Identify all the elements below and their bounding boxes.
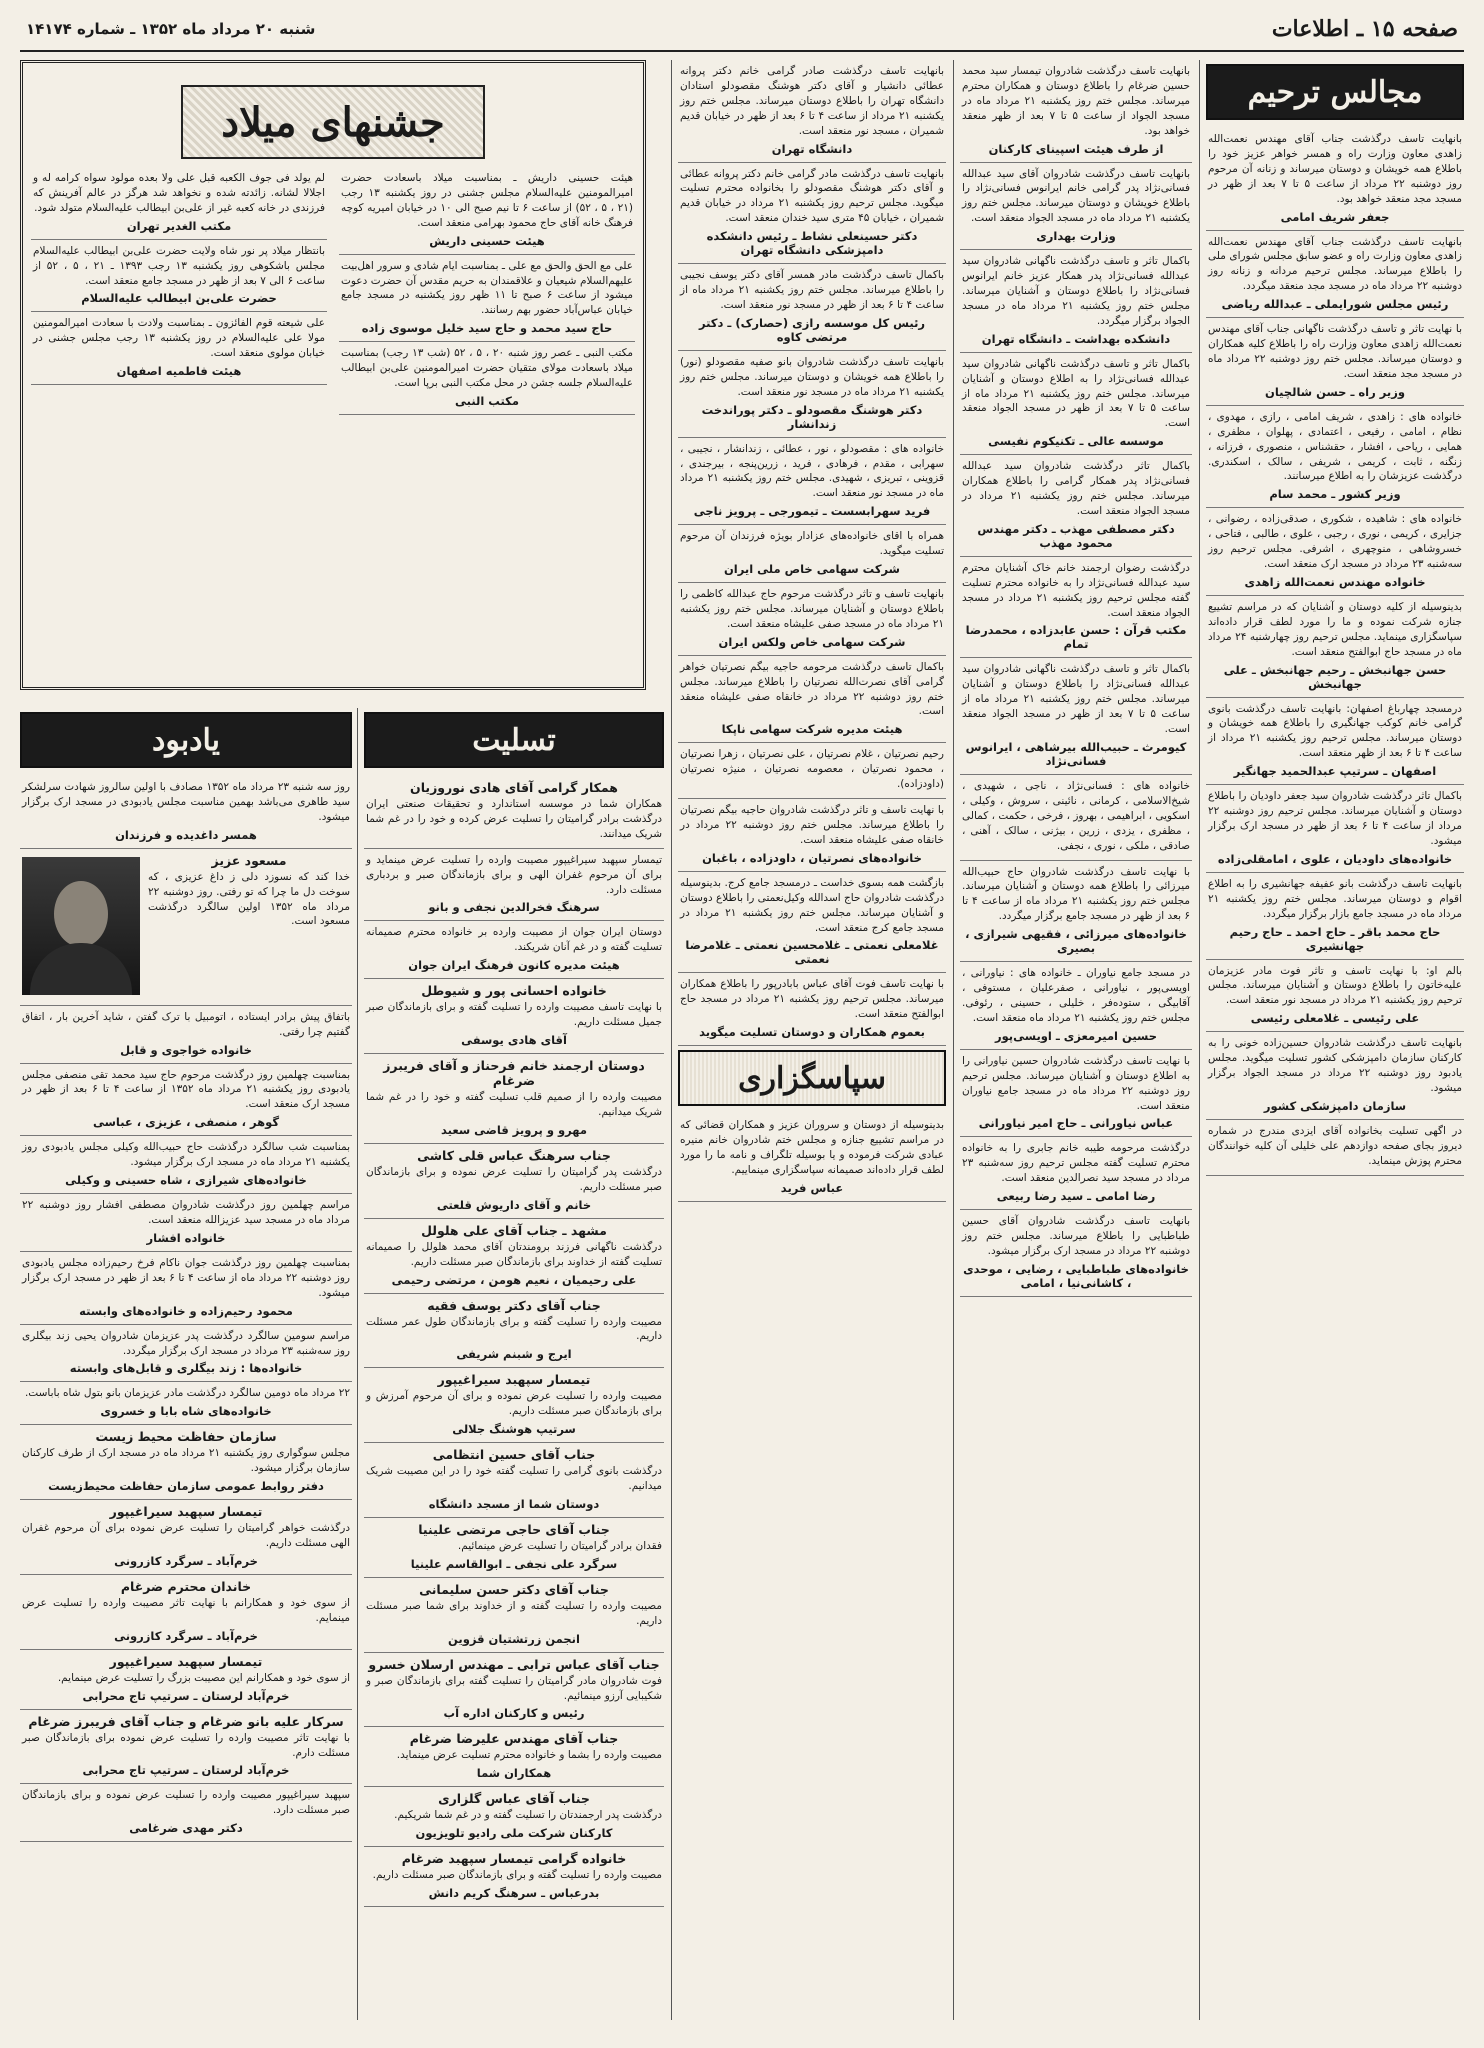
notice-text: بانهایت تاسف درگذشت شادروان حسین‌زاده خونی را به کارکنان سازمان دامپزشکی کشور تسلیت میگوید. مجلس یادبود روز دوشنبه ۲۲ مرداد در مسجد الجواد برگزار میشود. [1208, 1037, 1462, 1094]
notice-text: با نهایت تاسف مصیبت وارده را تسلیت گفته و برای بازماندگان صبر جمیل مسئلت داریم. [366, 1001, 662, 1029]
condolence-notices [364, 776, 664, 1907]
notice-text: مجلس سوگواری روز یکشنبه ۲۱ مرداد ماه در مسجد ارک از طرف کارکنان سازمان برگزار میشود. [22, 1447, 351, 1475]
notice-item [20, 1064, 352, 1137]
notice-item [20, 776, 352, 849]
notice-item [960, 861, 1192, 963]
notice-item [364, 921, 664, 979]
notice-item [20, 1575, 352, 1650]
notice-text: بانهایت تاسف درگذشت صادر گرامی خانم دکتر پروانه عطائی دانشیار و آقای دکتر هوشنگ مقصودلو استادان دانشگاه تهران را باطلاع دوستان میرساند. مجلس ختم روز یکشنبه ۲۱ مرداد از ساعت ۴ تا ۶ بعد از ظهر در خیابان قدیم شمیران ، مسجد نور منعقد است. [680, 65, 944, 137]
notice-item [678, 1114, 946, 1202]
notice-item [960, 1137, 1192, 1210]
notice-item [678, 351, 946, 438]
mourning-banner: مجالس ترحیم [1206, 64, 1464, 120]
notice-text: هیئت حسینی داریش ـ بمناسبت میلاد باسعادت حضرت امیرالمومنین علیه‌السلام مجلس جشنی در روز یکشنبه ۱۳ رجب (۲۱ ، ۵ ، ۵۲) از ساعت ۶ تا نیم صبح الی ۱۰ در خیابان امیریه کوچه فرهنگ خانه آقای حاج محمود بهرامی منعقد است. [341, 172, 633, 229]
notice-item [960, 163, 1192, 251]
notice-item [364, 1368, 664, 1443]
notice-item [678, 973, 946, 1046]
notice-signature: خانواده‌های نصرتیان ، داودزاده ، باغبان [702, 850, 922, 865]
notice-text: بانتظار میلاد پر نور شاه ولایت حضرت علی‌بن ابیطالب علیه‌السلام مجلس باشکوهی روز یکشنبه ۱۳ رجب ۱۳۹۳ ـ ۲۱ ، ۵ ، ۵۲ از ساعت ۶ الی ۷ بعد از ظهر در مسجد جامع منعقد است. [33, 244, 325, 287]
notice-heading: سرکار علیه بانو ضرغام و جناب آقای فریبرز ضرغام [28, 1713, 344, 1729]
notice-signature: مهرو و پرویز قاضی سعید [440, 1122, 587, 1137]
notice-text: بانهایت تاسف درگذشت بانو عفیفه جهانشیری را به اطلاع اقوام و دوستان میرساند. مجلس ختم روز یکشنبه ۲۱ مرداد ماه در مسجد جامع بازار برگزار میگردد. [1208, 877, 1462, 920]
notice-text: درگذشت خواهر گرامیتان را تسلیت عرض نموده برای آن مرحوم غفران الهی مسئلت داریم. [22, 1522, 350, 1550]
notice-signature: سازمان دامپزشکی کشور [1263, 1098, 1407, 1113]
notice-text: بانهایت تاسف درگذشت جناب آقای مهندس نعمت‌الله زاهدی معاون وزارت راه و همسر خواهر عزیز خود را باطلاع همه خویشان و دوستان میرساند و زنانه آن مرحوم روز دوشنبه ۲۲ مرداد از ساعت ۵ تا ۷ بعد از ظهر در مسجد مجد منعقد خواهد بود. [1208, 133, 1462, 205]
notice-text: بدینوسیله از کلیه دوستان و آشنایان که در مراسم تشییع جنازه شرکت نموده و ما را مورد لطف قرار داده‌اند سپاسگزاری مینماید. مجلس ترحیم روز چهارشنبه ۲۴ مرداد ماه در مسجد حاج ابوالفتح منعقد است. [1208, 600, 1462, 658]
notice-signature: دکتر هوشنگ مقصودلو ـ دکتر پوراندخت زندانشار [701, 402, 923, 431]
condolence-column [357, 708, 664, 2020]
notice-text: مکتب النبی ـ عصر روز شنبه ۲۰ ، ۵ ، ۵۲ (شب ۱۳ رجب) بمناسبت میلاد باسعادت مولای متقیان حضرت امیرالمومنین علی‌بن ابیطالب علیه‌السلام جلسه جشن در محل مکتب النبی برپا است. [341, 347, 633, 390]
notice-item [1206, 128, 1464, 231]
notice-item [1206, 1120, 1464, 1176]
mourning-column-right [1199, 60, 1464, 2020]
notice-signature: علی رئیسی ـ غلامعلی رئیسی [1250, 1011, 1420, 1026]
notice-text: باکمال تاثر و تاسف درگذشت ناگهانی شادروان سید عبدالله فسانی‌نژاد را باطلاع دوستان و آشنایان میرساند. مجلس ختم روز یکشنبه ۲۱ مرداد ماه از ساعت ۵ تا ۷ بعد از ظهر در مسجد الجواد منعقد است. [962, 663, 1190, 736]
notice-signature: هیئت مدیره شرکت سهامی ناپکا [721, 722, 903, 737]
notice-heading: همکار گرامی آقای هادی نوروزیان [410, 780, 618, 795]
notice-heading: دوستان ارجمند خانم فرحناز و آقای فریبرز ضرغام [383, 1058, 645, 1089]
notice-signature: دوستان شما از مسجد دانشگاه [428, 1496, 600, 1511]
notice-text: بانهایت تاسف درگذشت جناب آقای مهندس نعمت‌الله زاهدی معاون وزارت راه و عضو سابق مجلس شورای ملی را باطلاع میرساند. مجلس ترحیم مردانه و زنانه روز دوشنبه ۲۲ مرداد ماه در مسجد مجد منعقد میگردد. [1208, 235, 1462, 293]
notice-item [960, 250, 1192, 353]
notice-text: بانهایت تاسف درگذشت شادروان تیمسار سید محمد حسین ضرغام را باطلاع دوستان و همکاران محترم میرساند. مجلس ختم روز یکشنبه ۲۱ مرداد ماه در مسجد الجواد از ساعت ۵ تا ۷ بعد از ظهر منعقد خواهد بود. [962, 65, 1191, 137]
notice-signature: رئیس کل موسسه رازی (حصارک) ـ دکتر مرتضی کاوه [698, 315, 926, 344]
notice-text: باکمال تاسف درگذشت مادر همسر آقای دکتر یوسف نجیبی را باطلاع میرساند. مجلس ختم روز یکشنبه ۲۱ مرداد ماه از ساعت ۴ تا ۶ بعد از ظهر در مسجد نور منعقد است. [680, 269, 944, 311]
notice-text: با نهایت تاثر مصیبت وارده را تسلیت عرض نموده برای بازماندگان صبر مسئلت دارم. [22, 1731, 350, 1759]
gratitude-banner: سپاسگزاری [678, 1050, 946, 1106]
notice-item [1206, 960, 1464, 1033]
notice-heading: مشهد ـ جناب آقای علی هلولل [421, 1222, 607, 1238]
notice-heading: جناب سرهنگ عباس قلی کاشی [417, 1147, 611, 1163]
notice-heading: جناب آقای دکتر یوسف فقیه [427, 1297, 601, 1313]
notice-item [960, 353, 1192, 456]
notice-heading: خانواده گرامی تیمسار سپهبد ضرغام [401, 1851, 627, 1867]
notice-text: بانهایت تاسف و تاثر درگذشت مرحوم حاج عبدالله کاظمی را باطلاع دوستان و آشنایان میرساند. مجلس ختم روز یکشنبه ۲۱ مرداد ماه در مسجد صفی علیشاه منعقد است. [680, 588, 944, 630]
col1-notices [1206, 128, 1464, 1176]
notice-heading: خاندان محترم ضرغام [120, 1578, 252, 1594]
notice-text: بانهایت تاسف درگذشت شادروان بانو صفیه مقصودلو (نور) را باطلاع همه خویشان و دوستان میرساند. مجلس ختم روز یکشنبه ۲۱ مرداد ماه در مسجد نور منعقد است. [680, 355, 944, 398]
notice-item [364, 1144, 664, 1219]
notice-signature: جعفر شریف امامی [1280, 209, 1390, 224]
notice-text: علی مع الحق والحق مع علی ـ بمناسبت ایام شادی و سرور اهل‌بیت علیهم‌السلام شیعیان و علاقمندان به حریم مقدس آن حضرت دعوت میشود از ساعت ۶ صبح تا ۱۱ ظهر روز یکشنبه در مسجد جامع خیابان عباس‌آباد حضور بهم رسانند. [341, 259, 634, 317]
notice-signature: سرگرد علی نجفی ـ ابوالقاسم علینیا [410, 1556, 618, 1571]
notice-item [1206, 318, 1464, 406]
notice-signature: هیئت مدیره کانون فرهنگ ایران جوان [408, 958, 620, 973]
notice-signature: علی رحیمیان ، نعیم هومن ، مرتضی رحیمی [391, 1272, 637, 1287]
notice-text: بمناسبت چهلمین روز درگذشت مرحوم حاج سید محمد تقی منصفی مجلس یادبودی روز یکشنبه ۲۱ مرداد ماه ۱۳۵۲ از ساعت ۴ تا ۶ بعد از ظهر در مسجد ارک منعقد است. [22, 1068, 350, 1111]
notice-item [364, 1653, 664, 1728]
notice-text: مصیبت وارده را بشما و خانواده محترم تسلیت عرض مینماید. [396, 1749, 662, 1762]
notice-item [1206, 698, 1464, 786]
mourning-column-middle [953, 60, 1192, 2020]
notice-item [20, 1650, 352, 1710]
notice-heading: سازمان حفاظت محیط زیست [95, 1429, 277, 1445]
notice-text: روز سه شنبه ۲۳ مرداد ماه ۱۳۵۲ مصادف با اولین سالروز شهادت سرلشکر سید طاهری می‌باشد بهمین مناسبت مجلس یادبودی در مسجد ارک برگزار میشود. [22, 781, 350, 823]
notice-signature: وزیر کشور ـ محمد سام [1269, 487, 1401, 502]
notice-text: خدا کند که نسوزد دلی ز داغ عزیزی ، که سوخت دل ما چرا که تو رفتی. روز دوشنبه ۲۲ مرداد ماه ۱۳۵۲ اولین سالگرد درگذشت مسعود است. [148, 870, 350, 928]
notice-text: باکمال تاثر و تاسف درگذشت ناگهانی شادروان سید عبدالله فسانی‌نژاد پدر همکار عزیز خانم ایرانوس فسانی‌نژاد را باطلاع دوستان و آشنایان میرساند. مجلس ختم روز یکشنبه ۲۱ مرداد ماه در مسجد الجواد برگزار میگردد. [962, 255, 1191, 327]
notice-text: بدینوسیله از دوستان و سروران عزیز و همکاران قضائی که در مراسم تشییع جنازه و مجلس ختم شادروان خانم منیره عبادی شرکت فرموده و یا بوسیله تلگراف و نامه ما را مورد لطف قرار داده‌اند صمیمانه سپاسگزاری مینماییم. [680, 1119, 944, 1176]
notice-text: مراسم سومین سالگرد درگذشت پدر عزیزمان شادروان یحیی زند بیگلری روز سه‌شنبه ۲۳ مرداد در مسجد ارک برگزار میگردد. [22, 1329, 350, 1357]
memorial-column [20, 708, 352, 2020]
notice-signature: رئیس و کارکنان اداره آب [443, 1706, 585, 1721]
notice-signature: محمود رحیم‌زاده و خانواده‌های وابسته [79, 1303, 293, 1318]
notice-signature: حاج محمد باقر ـ حاج احمد ـ حاج رحیم جهانشیری [1229, 924, 1441, 953]
notice-item [20, 849, 352, 1006]
gratitude-notices [678, 1114, 946, 1202]
memorial-notices [20, 776, 352, 1842]
notice-signature: خانواده مهندس نعمت‌الله زاهدی [1244, 574, 1426, 589]
date-issue: شنبه ۲۰ مرداد ماه ۱۳۵۲ ـ شماره ۱۴۱۷۴ [26, 20, 316, 38]
notice-item [678, 799, 946, 872]
notice-text: بانهایت تاسف درگذشت شادروان آقای سید عبدالله فسانی‌نژاد پدر گرامی خانم ایرانوس فسانی‌نژاد را باطلاع خویشان و دوستان میرساند. مجلس ختم روز یکشنبه ۲۱ مرداد ماه در مسجد الجواد منعقد است. [962, 167, 1190, 225]
notice-item [678, 60, 946, 163]
notice-text: باتفاق پیش برادر ایستاده ، اتومبیل با ترک گفتن ، شاید آخرین بار ، اتفاق گفتیم چرا رفتی. [22, 1010, 350, 1038]
notice-item [20, 1252, 352, 1325]
notice-signature: دکتر مهدی ضرغامی [129, 1821, 243, 1836]
notice-signature: خانم و آقای داریوش قلعتی [436, 1197, 592, 1212]
notice-text: درگذشت ناگهانی فرزند برومندتان آقای محمد هلولل را صمیمانه تسلیت گفته از خداوند برای بازماندگان صبر مسئلت داریم. [366, 1240, 662, 1268]
notice-item [20, 1194, 352, 1252]
notice-text: از سوی خود و همکارانم این مصیبت بزرگ را تسلیت عرض مینمایم. [57, 1671, 350, 1684]
notice-text: با نهایت تاثر و تاسف درگذشت ناگهانی جناب آقای مهندس نعمت‌الله زاهدی معاون وزارت راه را باطلاع کلیه همکاران و دوستان میرساند. مجلس ختم روز دوشنبه ۲۲ مرداد ماه در مسجد مجد منعقد است. [1208, 323, 1463, 380]
notice-signature: خانواده‌های طباطبایی ، رضایی ، موحدی ، کاشانی‌نیا ، امامی [963, 1261, 1189, 1290]
notice-item [364, 1219, 664, 1294]
notice-text: علی شیعته قوم الفائزون ـ بمناسبت ولادت با سعادت امیرالمومنین مولا علی علیه‌السلام در روز یکشنبه ۱۳ رجب مجلس جشنی در خیابان مولوی منعقد است. [33, 317, 326, 360]
col3-notices [678, 60, 946, 1046]
notice-text: باکمال تاثر درگذشت شادروان سید جعفر داودیان را باطلاع دوستان و آشنایان میرساند. مجلس ترحیم روز دوشنبه ۲۲ مرداد از ساعت ۴ تا ۶ بعد از ظهر در مسجد ارک برگزار میشود. [1208, 790, 1463, 847]
notice-signature: دکتر حسینعلی نشاط ـ رئیس دانشکده دامپزشکی دانشگاه تهران [706, 229, 918, 258]
birth-banner: جشنهای میلاد [181, 85, 485, 159]
notice-item [960, 557, 1192, 659]
notice-item [20, 1710, 352, 1785]
notice-signature: گوهر ، منصفی ، عزیزی ، عباسی [92, 1115, 280, 1130]
notice-item [31, 240, 327, 313]
notice-text: باکمال تاثر درگذشت شادروان سید عبدالله فسانی‌نژاد پدر همکار گرامی را باطلاع همکاران میرساند. مجلس ختم روز یکشنبه ۲۱ مرداد در مسجد الجواد منعقد است. [962, 460, 1190, 517]
notice-signature: غلامعلی نعمتی ـ غلامحسین نعمتی ـ غلامرضا نعمتی [685, 938, 939, 967]
memorial-banner: یادبود [20, 712, 352, 768]
notice-item [20, 1325, 352, 1383]
notice-item [1206, 596, 1464, 698]
portrait-face [54, 881, 108, 947]
notice-item [678, 656, 946, 744]
notice-item [1206, 1032, 1464, 1120]
notice-signature: سرهنگ فخرالدین نجفی و بانو [428, 900, 600, 915]
notice-heading: تیمسار سپهبد سیراغیپور [109, 1504, 263, 1520]
notice-text: باکمال تاسف درگذشت مرحومه حاجیه بیگم نصرتیان خواهر گرامی آقای نصرت‌الله نصرتیان را باطلاع میرساند. مجلس ختم روز دوشنبه ۲۲ مرداد در خانقاه صفی علیشاه منعقد است. [680, 660, 944, 718]
notice-text: همراه با اقای خانواده‌های عزادار بویژه فرزندان آن مرحوم تسلیت میگوید. [680, 530, 944, 558]
notice-item [960, 775, 1192, 861]
notice-text: درگذشت پدر ارجمندتان را تسلیت گفته و در غم شما شریکیم. [394, 1809, 662, 1822]
notice-signature: فرید سهرابسست ـ تیمورجی ـ پرویز ناجی [693, 504, 931, 519]
notice-signature: بعموم همکاران و دوستان تسلیت میگوید [699, 1025, 925, 1040]
notice-text: درگذشت بانوی گرامی را تسلیت گفته خود را در این مصیبت شریک میدانیم. [366, 1465, 662, 1493]
notice-item [678, 264, 946, 351]
notice-heading: مسعود عزیز [211, 852, 287, 868]
notice-signature: خانواده‌های میرزائی ، فقیهی شیرازی ، بصیری [965, 927, 1187, 956]
notice-signature: همکاران شما [476, 1766, 552, 1781]
page-label: صفحه ۱۵ ـ اطلاعات [1271, 16, 1458, 42]
notice-text: بازگشت همه بسوی خداست ـ درمسجد جامع کرج. بدینوسیله درگذشت شادروان حاج اسدالله وکیل‌نعمتی را باطلاع دوستان و آشنایان میرساند. مجلس ختم روز یکشنبه ۲۱ مرداد در مسجد جامع کرج منعقد است. [680, 876, 945, 934]
notice-item [1206, 873, 1464, 960]
notice-heading: جناب آقای عباس گلزاری [438, 1791, 590, 1807]
notice-item [960, 60, 1192, 163]
notice-item [20, 1006, 352, 1064]
notice-item [339, 167, 635, 255]
notice-signature: شرکت سهامی خاص ولکس ایران [718, 634, 906, 649]
notice-item [339, 342, 635, 415]
notice-signature: دانشگاه تهران [771, 141, 853, 156]
notice-text: از سوی خود و همکارانم با نهایت تاثر مصیبت وارده را تسلیت عرض مینمایم. [22, 1596, 350, 1624]
notice-heading: جناب آقای مهندس علیرضا ضرغام [409, 1731, 619, 1747]
notice-item [960, 658, 1192, 775]
notice-signature: مکتب قرآن : حسن عابدزاده ، محمدرضا تمام [965, 623, 1187, 652]
notice-text: همکاران شما در موسسه استاندارد و تحقیقات صنعتی ایران درگذشت برادر گرامیتان را تسلیت عرض کرده و خود را در غم شما شریک میدانند. [366, 798, 662, 840]
notice-text: بمناسبت شب سالگرد درگذشت حاج حبیب‌الله وکیلی مجلس یادبودی روز یکشنبه ۲۱ مرداد ماه در مسجد ارک برگزار میشود. [22, 1141, 350, 1169]
notice-text: درگذشت رضوان ارجمند خانم خاک آشنایان محترم سید عبدالله فسانی‌نژاد را به خانواده محترم تسلیت گفته مجلس ترحیم روز یکشنبه ۲۱ مرداد در مسجد الجواد منعقد است. [962, 561, 1190, 619]
notice-signature: خرم‌آباد لرستان ـ سرتیپ تاج محرابی [82, 1763, 290, 1778]
notice-signature: رئیس مجلس شورایملی ـ عبدالله ریاضی [1221, 297, 1449, 312]
notice-item [678, 583, 946, 656]
notice-signature: خرم‌آباد ـ سرگرد کازرونی [114, 1553, 258, 1568]
notice-item [1206, 406, 1464, 509]
notice-signature: هیئت حسینی داریش [429, 233, 545, 248]
notice-text: درمسجد چهارباغ اصفهان: بانهایت تاسف درگذشت بانوی گرامی خانم کوکب جهانگیری را باطلاع همه خویشان و دوستان میرساند. مجلس ترحیم روز یکشنبه ۲۱ مرداد از ساعت ۴ تا ۶ بعد از ظهر منعقد است. [1208, 702, 1462, 760]
notice-text: مراسم چهلمین روز درگذشت شادروان مصطفی افشار روز دوشنبه ۲۲ مرداد ماه در مسجد سید عزیزالله منعقد است. [22, 1199, 350, 1226]
notice-item [364, 1518, 664, 1578]
notice-text: خانواده های : زاهدی ، شریف امامی ، رازی ، مهدوی ، نظام ، امامی ، رفیعی ، اعتمادی ، پهلوان ، مظفری ، همایی ، ریاحی ، افشار ، حقشناس ، منصوری ، فرزانه ، زنگنه ، ثابت ، کریمی ، شریفی ، سالک ، اسکندری. درگذشت عزیزشان را به اطلاع میرسانند. [1208, 410, 1462, 483]
notice-item [364, 1787, 664, 1847]
notice-item [20, 1382, 352, 1425]
notice-signature: شرکت سهامی خاص ملی ایران [723, 562, 900, 577]
notice-item [20, 1425, 352, 1500]
notice-signature: کیومرث ـ حبیب‌الله بیرشاهی ، ایرانوس فسانی‌نژاد [965, 740, 1187, 768]
notice-item [960, 455, 1192, 557]
notice-heading: خانواده احسانی پور و شیوطل [421, 983, 607, 999]
notice-item [364, 1294, 664, 1369]
notice-signature: کارکنان شرکت ملی رادیو تلویزیون [415, 1826, 613, 1841]
notice-signature: دفتر روابط عمومی سازمان حفاظت محیط‌زیست [48, 1479, 324, 1494]
col2-notices [960, 60, 1192, 1297]
notice-heading: جناب آقای حاجی مرتضی علینیا [418, 1521, 610, 1537]
notice-signature: همسر داغدیده و فرزندان [115, 827, 257, 842]
notice-item [20, 1784, 352, 1842]
notice-signature: خرم‌آباد ـ سرگرد کازرونی [114, 1628, 258, 1643]
notice-text: خانواده های : فسانی‌نژاد ، ناجی ، شهیدی ، شیخ‌الاسلامی ، کرمانی ، نائینی ، سروش ، وکیلی ، اسکویی ، ابراهیمی ، بهروز ، فرخی ، حکمت ، کمالی ، مظفری ، یزدی ، زرین ، بیژنی ، سالک ، آهنی ، صادقی ، ملکی ، نوری ، نجفی. [962, 780, 1190, 852]
notice-text: مصیبت وارده را تسلیت گفته و از خداوند برای شما صبر مسئلت داریم. [366, 1599, 662, 1627]
notice-signature: دکتر مصطفی مهذب ـ دکتر مهندس محمود مهذب [977, 521, 1175, 550]
notice-signature: وزیر راه ـ حسن شالچیان [1265, 384, 1405, 399]
notice-signature: خانواده‌ها : زند بیگلری و قابل‌های وابسته [69, 1361, 303, 1376]
mourning-column-left [671, 60, 946, 2020]
notice-item [339, 255, 635, 343]
notice-text: باکمال تاثر و تاسف درگذشت ناگهانی شادروان سید عبدالله فسانی‌نژاد را به اطلاع دوستان و آشنایان میرساند. مجلس ختم روز یکشنبه ۲۱ مرداد ماه از ساعت ۵ تا ۷ بعد از ظهر در مسجد الجواد منعقد است. [962, 357, 1190, 430]
portrait-shoulders [30, 943, 132, 995]
notice-text: بالم او: با نهایت تاسف و تاثر فوت مادر عزیزمان علیه‌خاتون را باطلاع دوستان و آشنایان میرساند. مجلس ترحیم روز یکشنبه ۲۱ مرداد در مسجد نور منعقد است. [1208, 964, 1462, 1007]
birth-celebrations-box [20, 60, 646, 690]
notice-text: مصیبت وارده را از صمیم قلب تسلیت گفته و خود را در غم شما شریک میدانیم. [366, 1091, 662, 1118]
notice-item [1206, 785, 1464, 873]
birth-column-left [31, 167, 327, 677]
notice-text: با نهایت تاسف فوت آقای عباس بابادرپور را باطلاع همکاران میرساند. مجلس ترحیم روز یکشنبه ۲۱ مرداد در مسجد حاج ابوالفتح منعقد است. [680, 978, 944, 1021]
notice-signature: عباس نیاورانی ـ حاج امیر نیاورانی [978, 1116, 1174, 1131]
notice-text: بانهایت تاسف درگذشت شادروان آقای حسین طباطبایی را باطلاع میرساند. مجلس ختم روز دوشنبه ۲۲ مرداد در مسجد ارک برگزار میشود. [962, 1215, 1190, 1257]
notice-text: دوستان ایران جوان از مصیبت وارده بر خانواده محترم صمیمانه تسلیت گفته و در غم آنان شریکند. [366, 926, 662, 954]
notice-heading: تیمسار سپهبد سیراغیپور [109, 1653, 263, 1669]
notice-text: مصیبت وارده را تسلیت گفته و برای بازماندگان صبر مسئلت داریم. [372, 1869, 662, 1882]
notice-text: فقدان برادر گرامیتان را تسلیت عرض مینمائیم. [457, 1539, 662, 1552]
notice-signature: خرم‌آباد لرستان ـ سرتیپ تاج محرابی [82, 1688, 290, 1703]
notice-signature: خانواده‌های شیرازی ، شاه حسینی و وکیلی [65, 1173, 307, 1188]
notice-signature: اصفهان ـ سرتیپ عبدالحمید جهانگیر [1233, 764, 1437, 779]
notice-signature: مکتب الغدیر تهران [126, 218, 232, 233]
notice-item [678, 872, 946, 974]
notice-text: خانواده های : شاهیده ، شکوری ، صدقی‌زاده ، رضوانی ، جزایری ، کریمی ، نوری ، رجبی ، علوی ، طالبی ، فتاحی ، خسروشاهی ، منوچهری ، اشرفی. مجلس ترحیم روز سه‌شنبه ۲۳ مرداد در مسجد ارک منعقد است. [1208, 513, 1462, 571]
notice-item [364, 1054, 664, 1144]
notice-text: با نهایت تاسف و تاثر درگذشت شادروان حاجیه بیگم نصرتیان را باطلاع میرساند. مجلس ختم روز دوشنبه ۲۲ مرداد در خانقاه صفی علیشاه منعقد است. [680, 804, 944, 846]
notice-signature: رضا امامی ـ سید رضا ربیعی [996, 1189, 1156, 1204]
portrait-photo [22, 857, 140, 995]
notice-signature: خانواده‌های شاه بابا و خسروی [100, 1404, 272, 1419]
notice-text: در اگهی تسلیت بخانواده آقای ایزدی مندرج در شماره دیروز بجای صفحه دوازدهم علی خلیلی آن کلیه خوانندگان محترم پوزش مینماید. [1208, 1124, 1462, 1167]
notice-signature: دانشکده بهداشت ـ دانشگاه تهران [981, 331, 1171, 346]
notice-item [678, 438, 946, 526]
notice-text: با نهایت تاسف درگذشت شادروان حاج حبیب‌الله میرزائی را باطلاع همه دوستان و آشنایان میرساند. مجلس ختم روز یکشنبه ۲۱ مرداد ماه از ساعت ۴ تا ۶ بعد از ظهر در مسجد جامع برگزار میگردد. [962, 865, 1190, 923]
notice-item [364, 1727, 664, 1787]
notice-item [1206, 231, 1464, 319]
notice-text: در مسجد جامع نیاوران ـ خانواده های : نیاورانی ، اویسی‌پور ، نیاورانی ، صفرعلیان ، مستوفی ، آقابیگی ، ستوده‌فر ، خلیلی ، حسینی ، رئوفی. مجلس ختم روز یکشنبه ۲۱ مرداد ماه منعقد است. [962, 967, 1190, 1024]
notice-text: فوت شادروان مادر گرامیتان را تسلیت گفته برای بازماندگان صبر و شکیبایی آرزو مینمائیم. [366, 1674, 662, 1702]
notice-item [364, 979, 664, 1054]
birth-column-right [339, 167, 635, 677]
notice-text: مصیبت وارده را تسلیت عرض نموده و برای آن مرحوم آمرزش و برای بازماندگان صبر مسئلت داریم. [366, 1390, 662, 1418]
notice-signature: ایرج و شبنم شریفی [456, 1347, 572, 1362]
notice-text: خانواده های : مقصودلو ، نور ، عطائی ، زندانشار ، نجیبی ، سهرابی ، مقدم ، فرهادی ، فرید ، زرین‌پنجه ، بیرجندی ، قزوینی ، تبریزی ، شهیدی. مجلس ختم روز یکشنبه ۲۱ مرداد ماه در مسجد نور منعقد است. [680, 442, 944, 500]
notice-signature: آقای هادی یوسفی [461, 1033, 567, 1048]
notice-signature: خانواده افشار [146, 1230, 226, 1245]
notice-text: سپهبد سیراغیپور مصیبت وارده را تسلیت عرض نموده و برای بازماندگان صبر مسئلت دارد. [22, 1789, 350, 1817]
notice-signature: بدرعباس ـ سرهنگ کریم دانش [428, 1886, 600, 1901]
notice-item [1206, 508, 1464, 596]
notice-heading: جناب آقای دکتر حسن سلیمانی [419, 1581, 609, 1597]
notice-signature: حاج سید محمد و حاج سید خلیل موسوی زاده [361, 321, 613, 336]
notice-heading: تیمسار سپهبد سیراغیپور [437, 1372, 591, 1388]
notice-signature: خانواده خواجوی و قابل [120, 1042, 252, 1057]
notice-signature: هیئت فاطمیه اصفهان [116, 364, 242, 379]
notice-item [678, 743, 946, 799]
notice-text: رحیم نصرتیان ، غلام نصرتیان ، علی نصرتیان ، زهرا نصرتیان ، محمود نصرتیان ، معصومه نصرتیان ، منیژه نصرتیان (داودزاده). [680, 748, 944, 791]
notice-signature: مکتب النبی [455, 393, 519, 408]
notice-item [364, 1847, 664, 1907]
notice-text: بانهایت تاسف درگذشت مادر گرامی خانم دکتر پروانه عطائی و آقای دکتر هوشنگ مقصودلو را بخانواده محترم تسلیت میگوید. مجلس ترحیم روز یکشنبه ۲۱ مرداد در خیابان قدیم شمیران ، خیابان ۴۵ متری سید خندان منعقد است. [680, 167, 945, 225]
notice-signature: سرتیپ هوشنگ جلالی [452, 1422, 576, 1437]
notice-text: لم یولد فی جوف الکعبه قبل علی ولا بعده مولود سواه کرامه له و اجلالا لشانه. زائدته شده و نخواهد شد هرگز در عالم آفرینش که فرزندی در خانه کعبه غیر از علی‌بن ابیطالب علیه‌السلام متولد شود. [33, 172, 325, 214]
notice-item [364, 1578, 664, 1653]
notice-signature: موسسه عالی ـ تکنیکوم نفیسی [988, 434, 1164, 449]
notice-item [678, 525, 946, 583]
notice-item [960, 1210, 1192, 1297]
notice-signature: عباس فرید [780, 1180, 844, 1195]
notice-item [31, 167, 327, 240]
notice-text: بمناسبت چهلمین روز درگذشت جوان ناکام فرخ رحیم‌زاده مجلس یادبودی روز دوشنبه ۲۲ مرداد ماه از ساعت ۴ تا ۶ بعد از ظهر در مسجد ارک برگزار میشود. [22, 1256, 351, 1299]
notice-text: تیمسار سپهبد سیراغیپور مصیبت وارده را تسلیت عرض مینماید و برای آن مرحوم غفران الهی و برای بازماندگان صبر و بردباری مسئلت دارد. [366, 853, 662, 896]
notice-text: درگذشت پدر گرامیتان را تسلیت عرض نموده و برای بازماندگان صبر مسئلت داریم. [366, 1165, 662, 1193]
newspaper-page [20, 14, 1464, 2034]
notice-heading: جناب آقای حسین انتظامی [432, 1447, 596, 1463]
notice-signature: حسین امیرمعزی ـ اویسی‌پور [994, 1028, 1158, 1043]
notice-signature: از طرف هیئت اسپینای کارکنان [988, 141, 1164, 156]
notice-signature: انجمن زرتشتیان قزوین [448, 1631, 580, 1646]
masthead [20, 14, 1464, 52]
notice-heading: جناب آقای عباس ترابی ـ مهندس ارسلان خسرو [368, 1656, 660, 1672]
notice-item [31, 312, 327, 385]
condolence-banner: تسلیت [364, 712, 664, 768]
notice-item [364, 1443, 664, 1518]
notice-item [960, 1050, 1192, 1138]
notice-item [20, 1136, 352, 1194]
notice-signature: حضرت علی‌بن ابیطالب علیه‌السلام [81, 291, 277, 306]
notice-text: مصیبت وارده را تسلیت گفته و برای بازماندگان طول عمر مسئلت داریم. [366, 1315, 662, 1343]
notice-text: با نهایت تاسف درگذشت شادروان حسین نیاورانی را به اطلاع دوستان و آشنایان میرساند. مجلس ترحیم روز دوشنبه ۲۲ مرداد ماه در مسجد جامع نیاوران منعقد است. [962, 1054, 1190, 1112]
notice-item [678, 163, 946, 265]
notice-item [960, 962, 1192, 1050]
notice-item [364, 849, 664, 922]
notice-signature: خانواده‌های داودیان ، علوی ، امامقلی‌زاده [1217, 851, 1453, 866]
notice-item [20, 1500, 352, 1575]
notice-text: ۲۲ مرداد ماه دومین سالگرد درگذشت مادر عزیزمان بانو بتول شاه باباست. [24, 1387, 350, 1400]
notice-item [364, 776, 664, 849]
notice-signature: حسن جهانبخش ـ رحیم جهانبخش ـ علی جهانبخش [1223, 662, 1447, 691]
notice-signature: وزارت بهداری [1036, 229, 1116, 244]
notice-text: درگذشت مرحومه طیبه خانم جابری را به خانواده محترم تسلیت گفته مجلس ترحیم روز سه‌شنبه ۲۳ مرداد در مسجد سید نصرالدین منعقد است. [962, 1142, 1190, 1185]
